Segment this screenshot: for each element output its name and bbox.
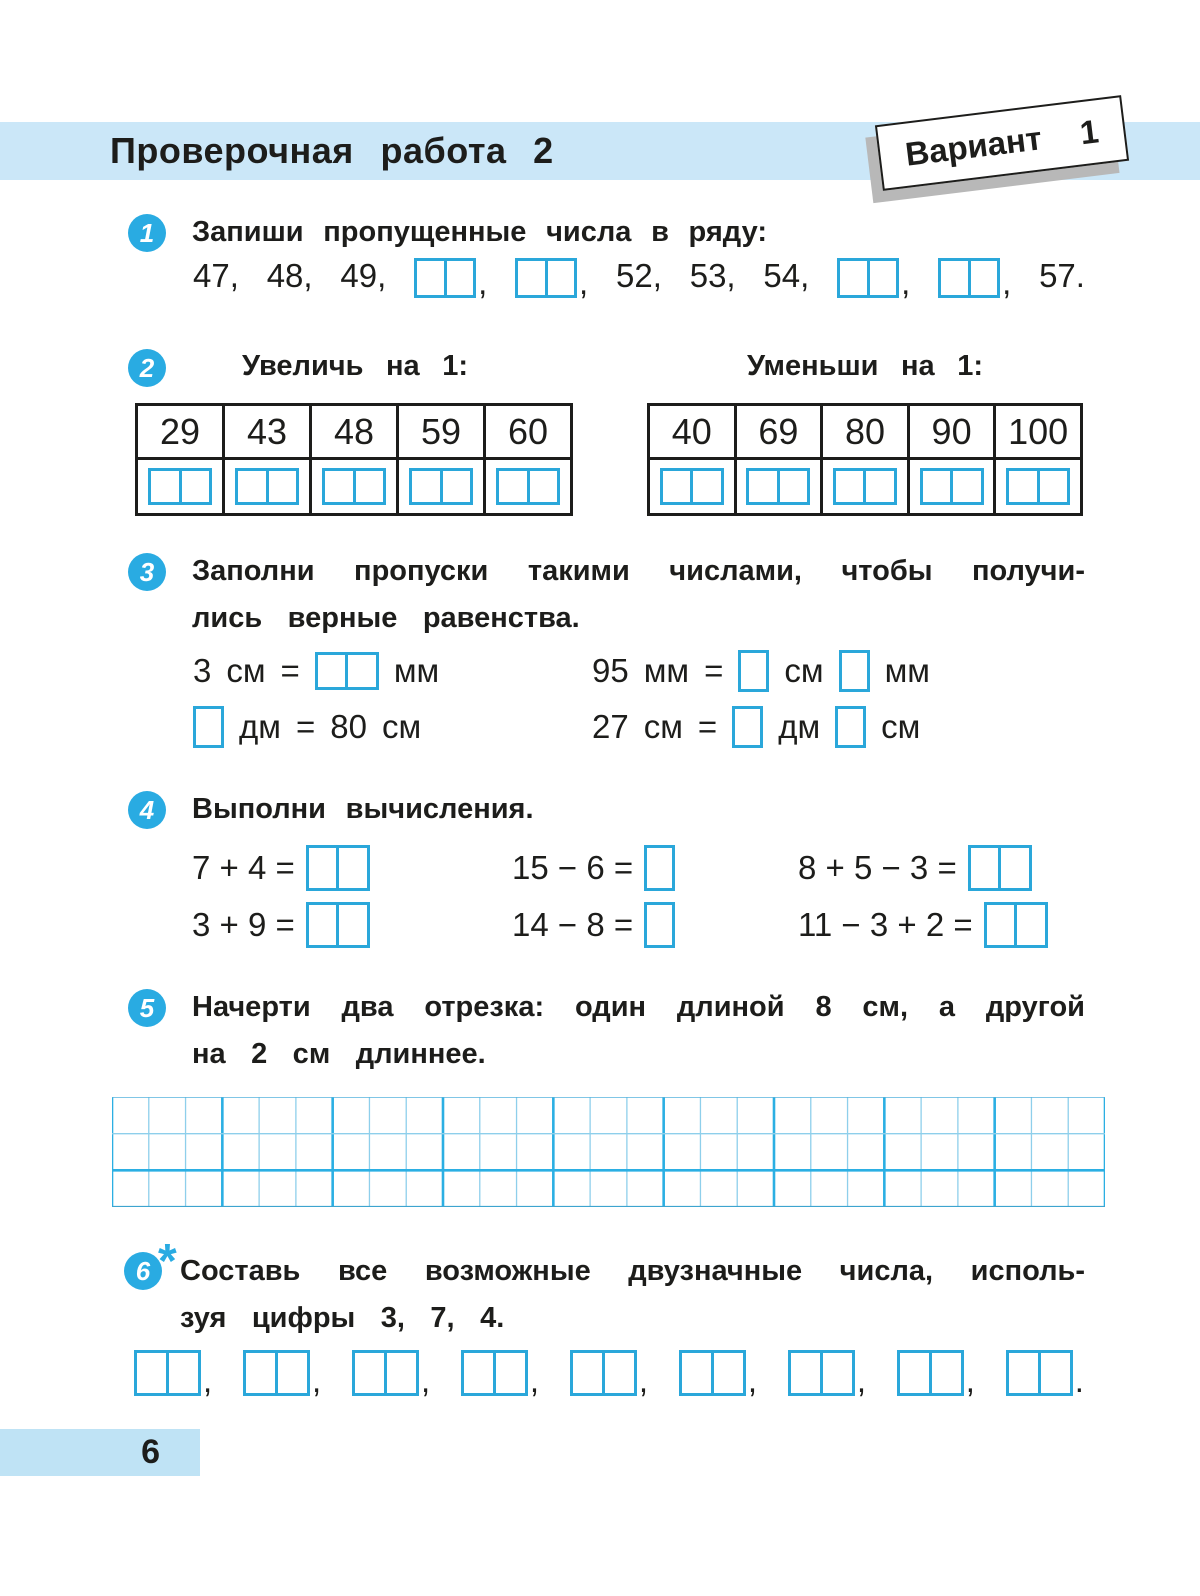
answer-box[interactable] bbox=[134, 1350, 201, 1396]
answer-box[interactable] bbox=[515, 258, 577, 298]
sequence-slot bbox=[515, 258, 589, 301]
answer-box[interactable] bbox=[897, 1350, 964, 1396]
table-answer-cell bbox=[993, 460, 1080, 513]
answer-box[interactable] bbox=[679, 1350, 746, 1396]
task-number: 3 bbox=[139, 556, 155, 587]
expression-text: 11 − 3 + 2 = bbox=[798, 906, 973, 943]
drawing-grid[interactable] bbox=[112, 1097, 1105, 1207]
task5-instruction-line1: Начерти два отрезка: один длиной 8 см, а другой bbox=[192, 991, 1085, 1023]
separator: , bbox=[478, 264, 488, 301]
equation-text: см bbox=[881, 708, 921, 745]
sequence-slot bbox=[837, 258, 911, 301]
asterisk-icon: * bbox=[158, 1235, 177, 1288]
answer-slot bbox=[461, 1350, 540, 1399]
separator: , bbox=[311, 1362, 322, 1399]
task3-instruction-line1: Заполни пропуски такими числами, чтобы получи- bbox=[192, 555, 1085, 587]
page-title: Проверочная работа 2 bbox=[110, 130, 554, 171]
separator: , bbox=[965, 1362, 975, 1399]
table-number-row bbox=[138, 406, 570, 460]
answer-box[interactable] bbox=[968, 845, 1032, 891]
equation bbox=[592, 704, 920, 750]
sequence-number: 53, bbox=[689, 257, 736, 294]
separator: , bbox=[747, 1362, 758, 1399]
equation bbox=[592, 648, 930, 694]
table-value-cell: 40 bbox=[650, 406, 734, 460]
sequence-number: 54, bbox=[763, 257, 810, 294]
task1-instruction: Запиши пропущенные числа в ряду: bbox=[192, 216, 767, 248]
expression-text: 15 − 6 = bbox=[512, 849, 634, 886]
calculations-row bbox=[192, 902, 1092, 952]
task6-instruction-line2: зуя цифры 3, 7, 4. bbox=[180, 1302, 505, 1334]
sequence-slot bbox=[938, 258, 1012, 301]
calculation bbox=[798, 845, 1032, 891]
task2-left-table-title: Увеличь на 1: bbox=[242, 350, 468, 382]
task6-instruction-line1: Составь все возможные двузначные числа, исполь- bbox=[180, 1255, 1085, 1287]
table-value-cell: 29 bbox=[138, 406, 222, 460]
answer-box[interactable] bbox=[1006, 1350, 1073, 1396]
table-value-cell: 69 bbox=[734, 406, 821, 460]
answer-box[interactable] bbox=[644, 845, 675, 891]
task1-number-badge bbox=[128, 214, 166, 252]
table-answer-cell bbox=[396, 460, 483, 513]
table-answer-cell bbox=[222, 460, 309, 513]
table-value-cell: 80 bbox=[820, 406, 907, 460]
answer-box[interactable] bbox=[193, 706, 224, 748]
page-number: 6 bbox=[141, 1433, 160, 1471]
answer-box[interactable] bbox=[148, 468, 212, 505]
answer-box[interactable] bbox=[984, 902, 1048, 948]
answer-slot bbox=[679, 1350, 758, 1399]
task-number: 1 bbox=[139, 217, 155, 248]
table-value-cell: 48 bbox=[309, 406, 396, 460]
equation-text: мм bbox=[393, 652, 440, 689]
answer-box[interactable] bbox=[839, 650, 870, 692]
table-answer-cell bbox=[734, 460, 821, 513]
task6-answer-boxes-row bbox=[134, 1350, 1084, 1399]
equation-text: см bbox=[643, 708, 683, 745]
answer-box[interactable] bbox=[496, 468, 560, 505]
answer-box[interactable] bbox=[738, 650, 769, 692]
task-number: 4 bbox=[139, 794, 155, 825]
separator: , bbox=[638, 1362, 649, 1399]
calculation bbox=[192, 902, 370, 948]
equation-text: дм bbox=[778, 708, 821, 745]
separator: , bbox=[203, 1362, 213, 1399]
answer-box[interactable] bbox=[644, 902, 675, 948]
answer-slot bbox=[243, 1350, 322, 1399]
answer-box[interactable] bbox=[306, 845, 370, 891]
sequence-number: 57. bbox=[1039, 257, 1085, 294]
answer-box[interactable] bbox=[788, 1350, 855, 1396]
expression-text: 8 + 5 − 3 = bbox=[798, 849, 957, 886]
equation bbox=[193, 648, 439, 694]
decrease-by-one-table bbox=[647, 403, 1083, 516]
answer-slot bbox=[1006, 1350, 1084, 1399]
answer-box[interactable] bbox=[732, 706, 763, 748]
task2-right-table-title: Уменьши на 1: bbox=[746, 350, 984, 382]
equation-text: 3 bbox=[193, 652, 212, 689]
answer-box[interactable] bbox=[243, 1350, 310, 1396]
calculation bbox=[512, 845, 675, 891]
answer-box[interactable] bbox=[938, 258, 1000, 298]
equation-text: см bbox=[226, 652, 266, 689]
expression-text: 3 + 9 = bbox=[192, 906, 295, 943]
task5-number-badge bbox=[128, 989, 166, 1027]
sequence-slot bbox=[414, 258, 488, 301]
table-answer-row bbox=[650, 460, 1080, 513]
equation-text: = bbox=[704, 652, 724, 689]
answer-box[interactable] bbox=[920, 468, 984, 505]
grid-lines bbox=[112, 1097, 1105, 1207]
answer-slot bbox=[788, 1350, 866, 1399]
variant-label: Вариант 1 bbox=[903, 112, 1101, 173]
answer-box[interactable] bbox=[315, 652, 379, 690]
calculation bbox=[512, 902, 675, 948]
table-answer-cell bbox=[138, 460, 222, 513]
separator: . bbox=[1074, 1362, 1084, 1399]
task1-number-sequence bbox=[193, 254, 1085, 301]
table-value-cell: 100 bbox=[993, 406, 1080, 460]
answer-box[interactable] bbox=[835, 706, 866, 748]
equation-text: = bbox=[697, 708, 718, 745]
answer-slot bbox=[897, 1350, 975, 1399]
equation-text: = bbox=[295, 708, 316, 745]
task4-instruction: Выполни вычисления. bbox=[192, 793, 534, 825]
sequence-number: 48, bbox=[266, 257, 313, 294]
task6-number-badge bbox=[124, 1252, 162, 1290]
answer-box[interactable] bbox=[461, 1350, 528, 1396]
answer-box[interactable] bbox=[322, 468, 386, 505]
equation-text: см bbox=[784, 652, 824, 689]
table-value-cell: 60 bbox=[483, 406, 570, 460]
answer-box[interactable] bbox=[660, 468, 724, 505]
task-number: 6 bbox=[135, 1255, 151, 1286]
table-answer-cell bbox=[483, 460, 570, 513]
answer-box[interactable] bbox=[1006, 468, 1070, 505]
separator: , bbox=[420, 1362, 431, 1399]
task-number: 5 bbox=[139, 992, 155, 1023]
increase-by-one-table bbox=[135, 403, 573, 516]
answer-box[interactable] bbox=[352, 1350, 419, 1396]
answer-box[interactable] bbox=[235, 468, 299, 505]
table-answer-cell bbox=[309, 460, 396, 513]
variant-badge bbox=[875, 95, 1129, 191]
separator: , bbox=[1002, 264, 1012, 301]
answer-box[interactable] bbox=[414, 258, 476, 298]
calculation bbox=[192, 845, 370, 891]
table-value-cell: 59 bbox=[396, 406, 483, 460]
equation bbox=[193, 704, 421, 750]
separator: , bbox=[901, 264, 911, 301]
table-value-cell: 43 bbox=[222, 406, 309, 460]
calculation bbox=[798, 902, 1048, 948]
answer-box[interactable] bbox=[837, 258, 899, 298]
equation-text: см bbox=[381, 708, 422, 745]
equation-text: мм bbox=[884, 652, 930, 689]
expression-text: 7 + 4 = bbox=[192, 849, 295, 886]
table-answer-row bbox=[138, 460, 570, 513]
answer-slot bbox=[570, 1350, 649, 1399]
answer-slot bbox=[134, 1350, 213, 1399]
header-band bbox=[0, 112, 1200, 180]
page-number-band bbox=[0, 1429, 200, 1476]
task4-number-badge bbox=[128, 791, 166, 829]
equation-text: 95 bbox=[592, 652, 629, 689]
table-answer-cell bbox=[650, 460, 734, 513]
answer-box[interactable] bbox=[570, 1350, 637, 1396]
task3-instruction-line2: лись верные равенства. bbox=[192, 602, 580, 634]
expression-text: 14 − 8 = bbox=[512, 906, 634, 943]
separator: , bbox=[579, 264, 589, 301]
equation-text: дм bbox=[239, 708, 281, 745]
answer-box[interactable] bbox=[833, 468, 897, 505]
separator: , bbox=[856, 1362, 866, 1399]
table-number-row bbox=[650, 406, 1080, 460]
task5-instruction-line2: на 2 см длиннее. bbox=[192, 1038, 486, 1070]
calculations-row bbox=[192, 845, 1092, 895]
sequence-number: 47, bbox=[193, 257, 239, 294]
answer-box[interactable] bbox=[409, 468, 473, 505]
table-answer-cell bbox=[907, 460, 994, 513]
answer-box[interactable] bbox=[746, 468, 810, 505]
equation-text: 27 bbox=[592, 708, 629, 745]
equation-text: 80 bbox=[330, 708, 367, 745]
equation-text: мм bbox=[643, 652, 690, 689]
table-answer-cell bbox=[820, 460, 907, 513]
task3-number-badge bbox=[128, 553, 166, 591]
separator: , bbox=[529, 1362, 540, 1399]
sequence-number: 49, bbox=[340, 257, 387, 294]
answer-slot bbox=[352, 1350, 431, 1399]
sequence-number: 52, bbox=[616, 257, 662, 294]
equation-text: = bbox=[280, 652, 300, 689]
answer-box[interactable] bbox=[306, 902, 370, 948]
table-value-cell: 90 bbox=[907, 406, 994, 460]
task-number: 2 bbox=[139, 352, 155, 383]
